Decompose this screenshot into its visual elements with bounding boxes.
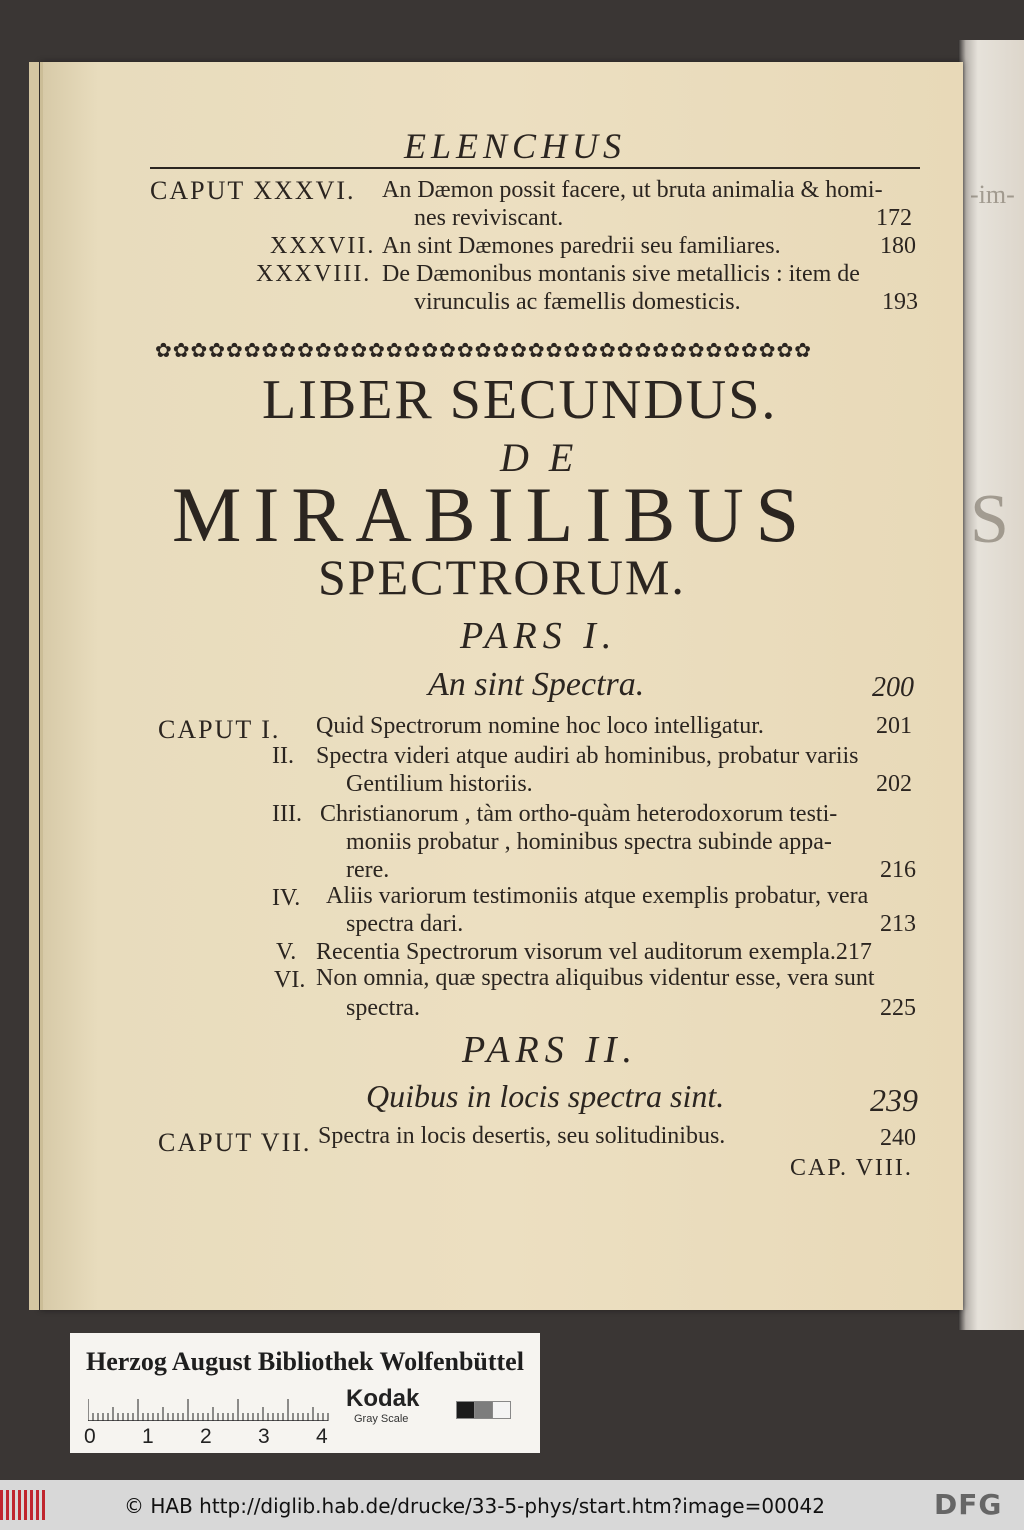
- catchword: CAP. VIII.: [790, 1155, 913, 1181]
- pars-page: 200: [872, 672, 914, 703]
- gray-swatch: [474, 1401, 493, 1419]
- entry-text: spectra dari.: [346, 911, 464, 937]
- library-label: [70, 1333, 540, 1453]
- ornament-band: ✿✿✿✿✿✿✿✿✿✿✿✿✿✿✿✿✿✿✿✿✿✿✿✿✿✿✿✿✿✿✿✿✿✿✿✿✿: [155, 338, 813, 362]
- head-rule: [150, 167, 920, 169]
- page-edge: [29, 62, 39, 1310]
- entry-caput: III.: [272, 801, 302, 827]
- ruler-number: 4: [316, 1425, 328, 1448]
- entry-text: An sint Dæmones paredrii seu familiares.: [382, 233, 781, 259]
- entry-text: Quid Spectrorum nomine hoc loco intelligatur.: [316, 713, 764, 739]
- pars-heading: PARS I.: [460, 615, 618, 657]
- hab-logo: [0, 1490, 46, 1520]
- entry-caput: CAPUT VII.: [158, 1128, 312, 1157]
- entry-page: 216: [880, 857, 916, 883]
- running-head: ELENCHUS: [404, 126, 627, 166]
- ruler-number: 2: [200, 1425, 212, 1448]
- ruler-number: 1: [142, 1425, 154, 1448]
- entry-text: Spectra in locis desertis, seu solitudinibus.: [318, 1123, 726, 1149]
- facing-page-edge: [958, 40, 1024, 1330]
- title-de: DE: [500, 435, 594, 480]
- viewer-footer: [0, 1480, 1024, 1530]
- pars-title: Quibus in locis spectra sint.: [366, 1078, 725, 1114]
- entry-text: rere.: [346, 857, 390, 883]
- entry-caput: V.: [276, 939, 297, 965]
- entry-text: Non omnia, quæ spectra aliquibus videntur esse, vera sunt: [316, 965, 875, 991]
- copyright-link[interactable]: © HAB http://diglib.hab.de/drucke/33-5-phys/start.htm?image=00042: [124, 1494, 825, 1518]
- entry-page: 180: [880, 233, 916, 259]
- entry-page: 240: [880, 1125, 916, 1151]
- entry-page: 172: [876, 205, 912, 231]
- pars-title: An sint Spectra.: [428, 666, 645, 703]
- entry-caput: CAPUT I.: [158, 715, 281, 744]
- entry-text: moniis probatur , hominibus spectra subinde appa-: [346, 829, 832, 855]
- liber-title: LIBER SECUNDUS.: [262, 369, 778, 431]
- entry-text: Spectra videri atque audiri ab hominibus, probatur variis: [316, 743, 859, 769]
- gray-swatch: [456, 1401, 475, 1419]
- entry-text: Recentia Spectrorum visorum vel auditorum exempla.217: [316, 939, 872, 965]
- entry-text: An Dæmon possit facere, ut bruta animalia & homi-: [382, 177, 883, 203]
- entry-page: 225: [880, 995, 916, 1021]
- entry-caput: XXXVIII.: [256, 261, 372, 287]
- pars-heading: PARS II.: [462, 1029, 639, 1071]
- library-name: Herzog August Bibliothek Wolfenbüttel: [86, 1347, 524, 1376]
- entry-caput: IV.: [272, 885, 301, 911]
- facing-page-ghost: S: [970, 481, 1009, 558]
- pars-page: 239: [870, 1082, 918, 1118]
- entry-text: spectra.: [346, 995, 420, 1021]
- entry-text: De Dæmonibus montanis sive metallicis : item de: [382, 261, 860, 287]
- entry-text: virunculis ac fæmellis domesticis.: [414, 289, 741, 315]
- entry-text: Aliis variorum testimoniis atque exemplis probatur, vera: [326, 883, 869, 909]
- entry-page: 193: [882, 289, 918, 315]
- entry-caput: II.: [272, 743, 294, 769]
- entry-text: Gentilium historiis.: [346, 771, 533, 797]
- gray-scale-label: Gray Scale: [354, 1413, 409, 1425]
- gray-swatch: [492, 1401, 511, 1419]
- entry-caput: VI.: [274, 967, 306, 993]
- entry-text: Christianorum , tàm ortho-quàm heterodoxorum testi-: [320, 801, 838, 827]
- title-spectrorum: SPECTRORUM.: [318, 549, 686, 605]
- entry-page: 202: [876, 771, 912, 797]
- kodak-logo: Kodak: [346, 1385, 420, 1412]
- entry-caput: CAPUT XXXVI.: [150, 176, 356, 205]
- facing-page-ghost: -im-: [970, 180, 1015, 209]
- entry-caput: XXXVII.: [270, 233, 376, 259]
- entry-page: 201: [876, 713, 912, 739]
- entry-page: 213: [880, 911, 916, 937]
- dfg-logo: DFG: [934, 1488, 1003, 1521]
- entry-text: nes reviviscant.: [414, 205, 564, 231]
- ruler-number: 0: [84, 1425, 96, 1448]
- ruler-number: 3: [258, 1425, 270, 1448]
- title-mirabilibus: MIRABILIBUS: [172, 471, 812, 558]
